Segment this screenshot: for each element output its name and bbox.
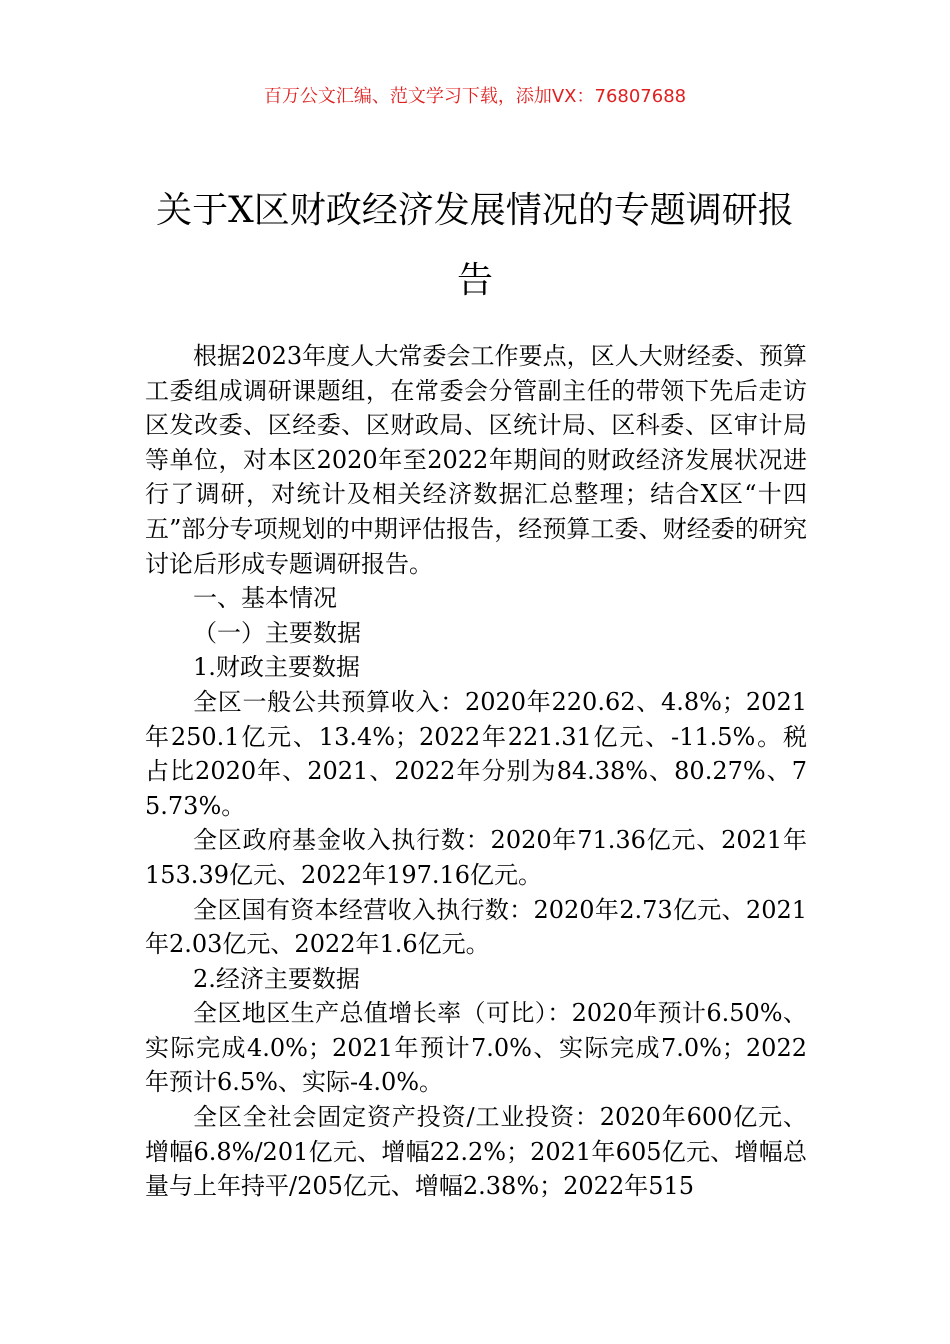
paragraph-fixed-asset-investment: 全区全社会固定资产投资/工业投资：2020年600亿元、增幅6.8%/201亿元、增幅22.2%；2021年605亿元、增幅总量与上年持平/205亿元、增幅2.38%；2022年515 (145, 1103, 807, 1201)
paragraph-general-budget-revenue: 全区一般公共预算收入：2020年220.62、4.8%；2021年250.1亿元、13.4%；2022年221.31亿元、-11.5%。税占比2020年、2021、2022年分别为84.38%、80.27%、75.73%。 (145, 687, 807, 820)
document-body (145, 339, 807, 1204)
paragraph-state-capital-revenue: 全区国有资本经营收入执行数：2020年2.73亿元、2021年2.03亿元、2022年1.6亿元。 (145, 895, 807, 959)
paragraph-gdp-growth: 全区地区生产总值增长率（可比）：2020年预计6.50%、实际完成4.0%；2021年预计7.0%、实际完成7.0%；2022年预计6.5%、实际-4.0%。 (145, 999, 807, 1097)
header-note: 百万公文汇编、范文学习下载，添加VX：76807688 (263, 86, 687, 107)
paragraph-government-fund-revenue: 全区政府基金收入执行数：2020年71.36亿元、2021年153.39亿元、2022年197.16亿元。 (145, 826, 807, 889)
item-heading-fiscal-data: 1.财政主要数据 (193, 653, 360, 682)
section-heading-basic-situation: 一、基本情况 (193, 584, 337, 613)
item-heading-economic-data: 2.经济主要数据 (193, 964, 360, 993)
document-title: 关于X区财政经济发展情况的专题调研报告 (156, 190, 794, 301)
paragraph-intro: 根据2023年度人大常委会工作要点，区人大财经委、预算工委组成调研课题组，在常委会分管副主任的带领下先后走访区发改委、区经委、区财政局、区统计局、区科委、区审计局等单位，对本区2020年至2022年期间的财政经济发展状况进行了调研，对统计及相关经济数据汇总整理；结合X区“十四五”部分专项规划的中期评估报告，经预算工委、财经委的研究讨论后形成专题调研报告。 (145, 342, 807, 578)
subsection-heading-main-data: （一）主要数据 (193, 618, 361, 647)
